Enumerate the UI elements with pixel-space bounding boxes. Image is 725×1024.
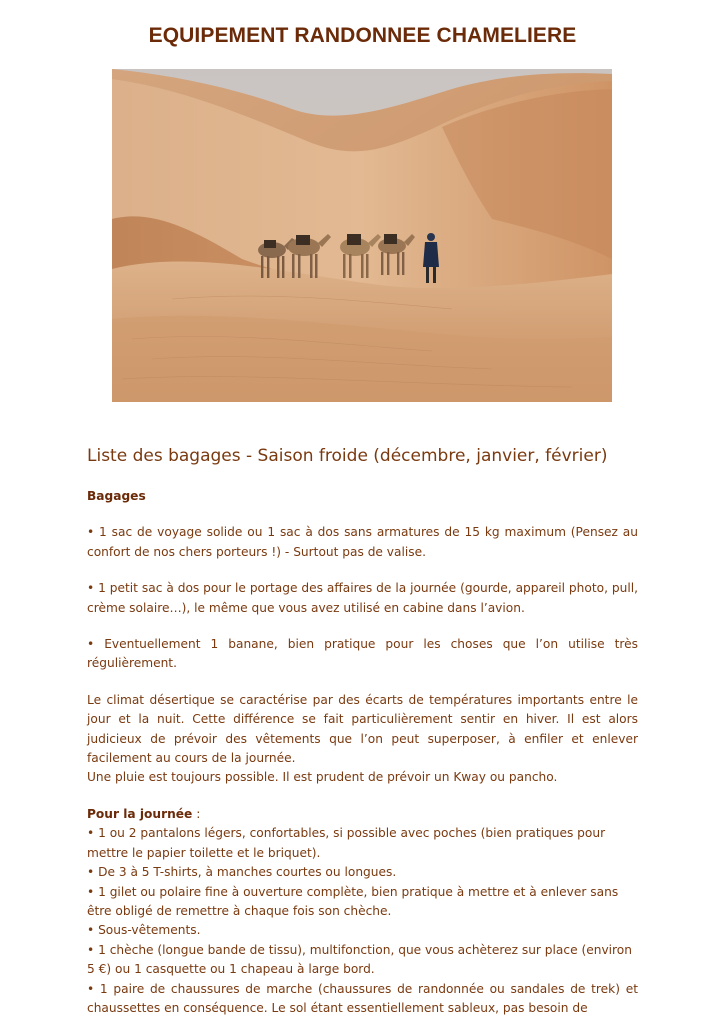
content-body [87,487,638,1018]
section-title: Liste des bagages - Saison froide (décembre, janvier, février) [87,446,608,466]
desert-camel-caravan-image [112,69,612,402]
bagages-item-sac-voyage: • 1 sac de voyage solide ou 1 sac à dos sans armatures de 15 kg maximum (Pensez au confort de nos chers porteurs !) - Surtout pas de valise. [87,525,638,559]
journee-item-sous-vetements: • Sous-vêtements. [87,923,201,938]
journee-item-tshirts: • De 3 à 5 T-shirts, à manches courtes ou longues. [87,865,397,880]
journee-item-chaussures: • 1 paire de chaussures de marche (chaussures de randonnée ou sandales de trek) et chaussettes en conséquence. Le sol étant essentiellement sableux, pas besoin de [87,981,638,1015]
bagages-heading: Bagages [87,489,146,503]
bagages-item-petit-sac: • 1 petit sac à dos pour le portage des affaires de la journée (gourde, appareil photo, pull, crème solaire…), le même que vous avez utilisé en cabine dans l’avion. [87,581,638,615]
bagages-item-banane: • Eventuellement 1 banane, bien pratique pour les choses que l’on utilise très régulièrement. [87,637,638,671]
journee-heading-suffix: : [192,806,201,821]
climat-paragraph: Le climat désertique se caractérise par des écarts de températures importants entre le jour et la nuit. Cette différence se fait particulièrement sentir en hiver. Il est alors judicieux de prévoir des vêtements que l’on peut superposer, à enfiler et enlever facilement au cours de la journée. [87,692,638,766]
journee-item-cheche: • 1 chèche (longue bande de tissu), multifonction, que vous achèterez sur place (environ 5 €) ou 1 casquette ou 1 chapeau à large bord. [87,942,632,977]
journee-item-gilet: • 1 gilet ou polaire fine à ouverture complète, bien pratique à mettre et à enlever sans être obligé de remettre à chaque fois son chèche. [87,884,619,918]
journee-item-pantalons: • 1 ou 2 pantalons légers, confortables, si possible avec poches (bien pratiques pour mettre le papier toilette et le briquet). [87,826,606,860]
journee-heading: Pour la journée [87,806,193,821]
journee-heading-line [87,805,638,824]
page-title: EQUIPEMENT RANDONNEE CHAMELIERE [148,24,577,47]
climat-pluie: Une pluie est toujours possible. Il est prudent de prévoir un Kway ou pancho. [87,770,558,785]
